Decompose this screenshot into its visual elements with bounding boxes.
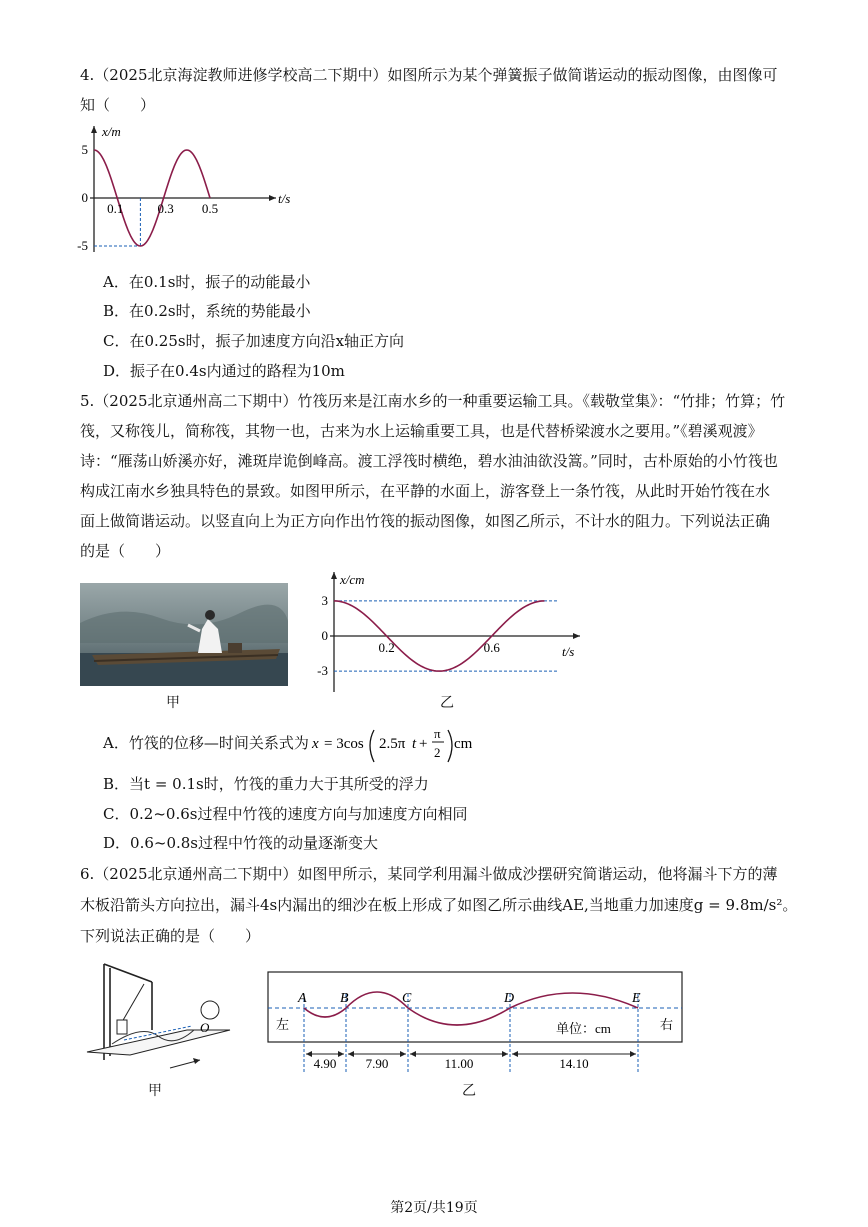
x-axis-arrow — [269, 195, 276, 201]
segment-length-label: 7.90 — [365, 1056, 389, 1071]
svg-text:x: x — [312, 736, 319, 752]
svg-text:cm: cm — [454, 736, 473, 752]
segment-arrowhead — [400, 1051, 406, 1057]
board-left-label: 左 — [276, 1017, 290, 1032]
sand-trace-board — [266, 970, 686, 1080]
point-label-d: D — [504, 991, 515, 1006]
q4-chart — [77, 120, 300, 260]
x-tick-label: 0.6 — [483, 640, 500, 655]
segment-length-label: 14.10 — [559, 1056, 589, 1071]
svg-text:t: t — [412, 736, 417, 752]
segment-arrowhead — [306, 1051, 312, 1057]
x-axis-label: t/s — [278, 191, 291, 206]
q5-stem-line2: 筏，又称筏儿，简称筏，其物一也，古来为水上运输重要工具，也是代替桥梁渡水之要用。”《碧溪观渡》 — [80, 422, 763, 440]
q6-stem-line1: 6.（2025北京通州高二下期中）如图甲所示，某同学利用漏斗做成沙摆研究简谐运动，他将漏斗下方的薄 — [80, 865, 778, 883]
q4-option-c: C．在0.25s时，振子加速度方向沿x轴正方向 — [103, 332, 405, 350]
q5-caption-b: 乙 — [440, 695, 454, 711]
y-tick-label: 5 — [81, 142, 88, 157]
q5-stem-line3: 诗：“雁荡山娇溪亦好，滩斑岸诡倒峰高。渡工浮筏时横绝，碧水油油欲没篙。”同时，古朴原始的小竹筏也 — [80, 452, 778, 470]
q6-caption-b: 乙 — [462, 1083, 476, 1099]
y-axis-label: x/cm — [340, 572, 365, 587]
q6-caption-a: 甲 — [148, 1083, 162, 1099]
y-tick-label: 0 — [321, 628, 328, 643]
bamboo-raft-photo — [80, 583, 288, 686]
segment-arrowhead — [502, 1051, 508, 1057]
q5-caption-a: 甲 — [166, 695, 180, 711]
point-label-e: E — [632, 991, 641, 1006]
board-unit-label: 单位：cm — [556, 1021, 611, 1036]
segment-arrowhead — [630, 1051, 636, 1057]
y-tick-label: -5 — [77, 238, 88, 253]
segment-arrowhead — [410, 1051, 416, 1057]
sand-pendulum-diagram — [82, 960, 232, 1070]
page-footer: 第2页/共19页 — [390, 1200, 478, 1216]
svg-text:2: 2 — [434, 745, 441, 760]
q4-option-b: B．在0.2s时，系统的势能最小 — [103, 302, 311, 320]
x-tick-label: 0.2 — [378, 640, 395, 655]
x-axis-label: t/s — [562, 644, 575, 659]
y-tick-label: 0 — [81, 190, 88, 205]
q5-option-c: C．0.2~0.6s过程中竹筏的速度方向与加速度方向相同 — [103, 805, 468, 823]
x-tick-label: 0.5 — [201, 201, 219, 216]
segment-length-label: 4.90 — [313, 1056, 337, 1071]
y-axis-arrow — [91, 126, 97, 133]
board-right-label: 右 — [660, 1017, 674, 1032]
q5-stem-line6: 的是（ ） — [80, 542, 171, 560]
q5-option-a-formula — [308, 718, 473, 768]
pendulum-point-o: O — [200, 1020, 210, 1035]
q5-option-a-text: A．竹筏的位移—时间关系式为 — [103, 734, 309, 752]
y-axis-arrow — [331, 572, 337, 579]
svg-text:π: π — [434, 726, 441, 741]
q6-stem-line3: 下列说法正确的是（ ） — [80, 927, 261, 945]
q5-option-d: D．0.6~0.8s过程中竹筏的动量逐渐变大 — [103, 834, 379, 852]
segment-arrowhead — [338, 1051, 344, 1057]
q5-stem-line1: 5.（2025北京通州高二下期中）竹筏历来是江南水乡的一种重要运输工具。《载敬堂集》：“竹排；竹算；竹 — [80, 392, 786, 410]
q4-stem-line2: 知（ ） — [80, 96, 156, 114]
point-label-a: A — [298, 991, 307, 1006]
x-axis-arrow — [573, 633, 580, 639]
q6-stem-line2: 木板沿箭头方向拉出，漏斗4s内漏出的细沙在板上形成了如图乙所示曲线AE,当地重力加速度g = 9.8m/s²。 — [80, 896, 798, 914]
svg-text:= 3cos: = 3cos — [324, 736, 364, 752]
svg-text:2.5π: 2.5π — [379, 736, 406, 752]
q5-option-b: B．当t = 0.1s时，竹筏的重力大于其所受的浮力 — [103, 775, 429, 793]
point-label-c: C — [402, 991, 412, 1006]
segment-arrowhead — [512, 1051, 518, 1057]
y-axis-label: x/m — [102, 124, 121, 139]
y-tick-label: 3 — [321, 592, 328, 608]
segment-length-label: 11.00 — [444, 1056, 474, 1071]
q5-stem-line4: 构成江南水乡独具特色的景致。如图甲所示，在平静的水面上，游客登上一条竹筏，从此时开始竹筏在水 — [80, 482, 771, 500]
q5-stem-line5: 面上做简谐运动。以竖直向上为正方向作出竹筏的振动图像，如图乙所示，不计水的阻力。下列说法正确 — [80, 512, 771, 530]
q4-option-a: A．在0.1s时，振子的动能最小 — [103, 273, 311, 291]
segment-arrowhead — [348, 1051, 354, 1057]
x-tick-label: 0.3 — [157, 201, 174, 216]
q5-option-a — [103, 733, 309, 753]
point-label-b: B — [340, 991, 349, 1006]
y-tick-label: -3 — [317, 663, 328, 679]
svg-text:+: + — [419, 736, 428, 752]
q4-stem-line1: 4.（2025北京海淀教师进修学校高二下期中）如图所示为某个弹簧振子做简谐运动的振动图像，由图像可 — [80, 66, 778, 84]
q5-chart — [308, 568, 598, 698]
x-tick-label: 0.1 — [107, 201, 124, 216]
q4-option-d: D．振子在0.4s内通过的路程为10m — [103, 362, 345, 380]
